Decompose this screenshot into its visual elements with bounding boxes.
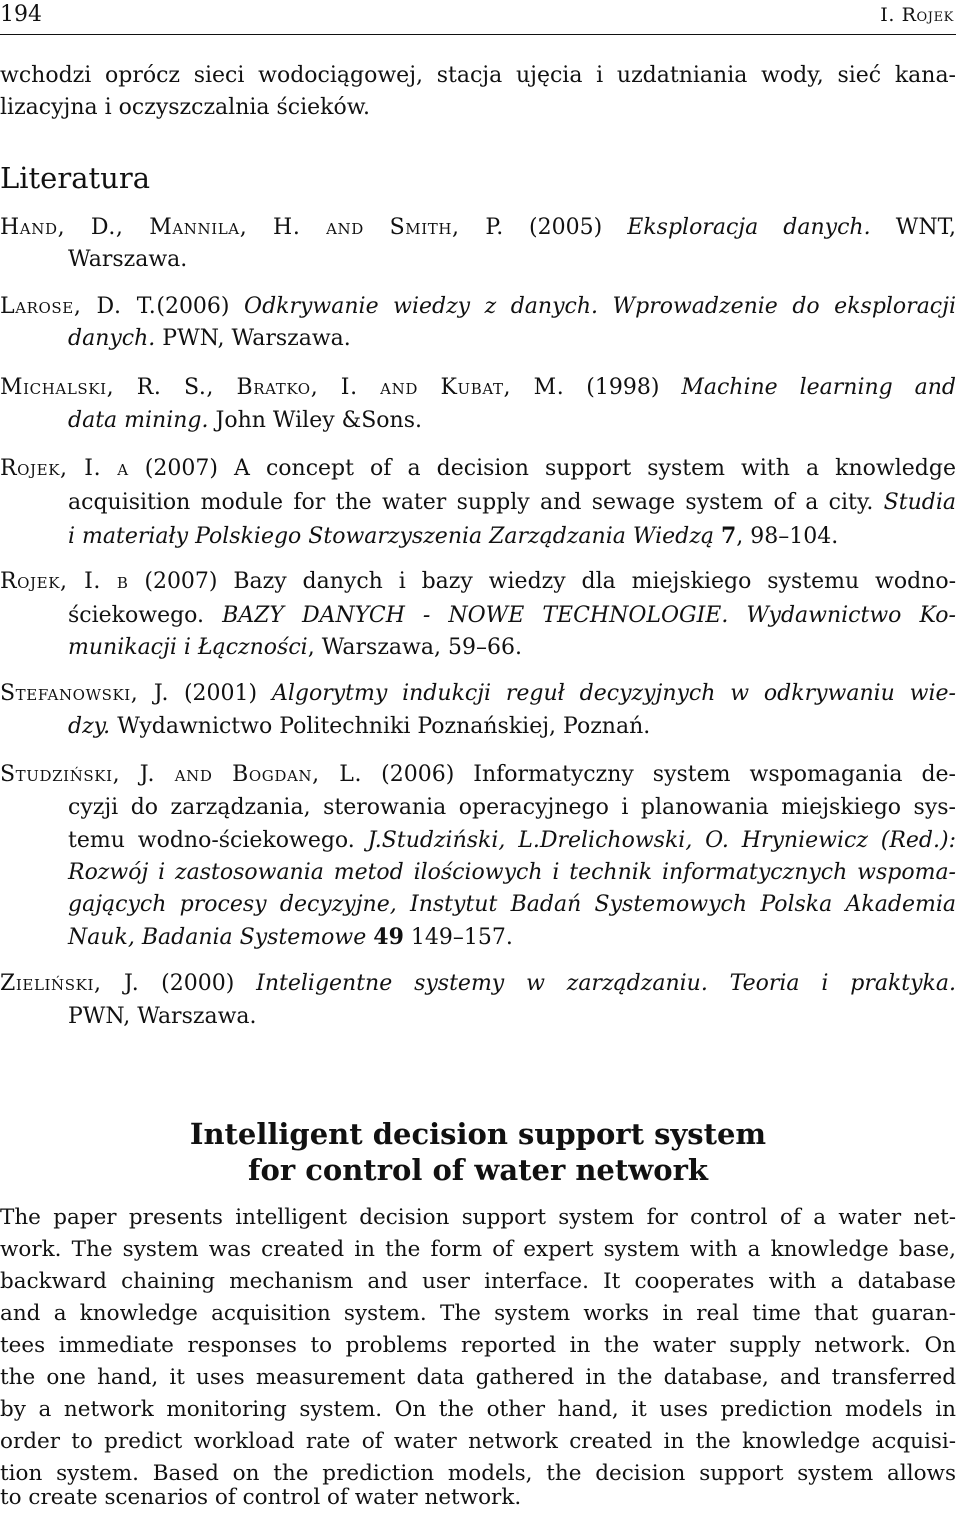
ref-editors: J.Studziński, L.Drelichowski, O. Hryniewicz (Red.):: [367, 828, 957, 853]
ref-year: (2001): [183, 681, 258, 706]
ref-title: Machine learning and: [681, 375, 957, 400]
ref-authors: Hand, D., Mannila, H. and Smith, P.: [0, 215, 504, 240]
abstract-line: and a knowledge acquisition system. The system works in real time that guaran-: [0, 1301, 956, 1326]
ref-journal: i materiały Polskiego Stowarzyszenia Zarządzania Wiedzą: [68, 524, 714, 549]
ref-series: BAZY DANYCH - NOWE TECHNOLOGIE.: [222, 603, 729, 628]
ref-rojek-b: [0, 566, 956, 598]
ref-stefanowski-cont: [68, 711, 956, 743]
ref-publisher: munikacji i Łączności: [68, 635, 308, 660]
ref-studzinski-cont-4: gających procesy decyzyjne, Instytut Badań Systemowych Polska Akademia: [68, 892, 956, 917]
ref-michalski-cont: [68, 405, 956, 437]
intro-line-2: lizacyjna i oczyszczalnia ścieków.: [0, 95, 370, 120]
ref-publisher: PWN, Warszawa.: [162, 326, 351, 351]
ref-author: Rojek, I.: [0, 456, 102, 481]
ref-author: Rojek, I.: [0, 569, 101, 594]
ref-rojek-a-cont-1: [68, 487, 956, 519]
ref-studzinski-cont-3: Rozwój i zastosowania metod ilościowych i technik informatycznych wspoma-: [68, 860, 956, 885]
running-head: I. Rojek: [880, 4, 954, 26]
ref-authors: Michalski, R. S., Bratko, I. and Kubat, M.: [0, 375, 565, 400]
ref-publisher: WNT,: [895, 215, 956, 240]
ref-michalski: [0, 372, 956, 404]
ref-volume: 7: [720, 523, 737, 549]
ref-studzinski: [0, 759, 956, 791]
ref-authors: Studziński, J. and Bogdan, L.: [0, 762, 363, 787]
ref-rest: , Warszawa, 59–66.: [307, 635, 522, 660]
abstract-line: to create scenarios of control of water network.: [0, 1485, 522, 1510]
abstract-line: backward chaining mechanism and user interface. It cooperates with a database: [0, 1269, 956, 1294]
ref-publisher: Wydawnictwo Ko-: [746, 603, 956, 628]
abstract-line: by a network monitoring system. On the other hand, it uses prediction models in: [0, 1397, 956, 1422]
ref-pages: 149–157.: [410, 925, 513, 950]
ref-zielinski: [0, 968, 956, 1000]
ref-publisher: Wydawnictwo Politechniki Poznańskiej, Poznań.: [117, 714, 651, 739]
ref-year: (2000): [161, 971, 235, 996]
ref-author: Stefanowski, J.: [0, 681, 170, 706]
ref-rojek-b-cont-2: [68, 632, 956, 664]
ref-title: data mining.: [68, 408, 209, 433]
ref-year: (1998): [586, 375, 660, 400]
ref-title: Eksploracja danych.: [627, 215, 871, 240]
ref-authors: Larose, D. T.: [0, 294, 157, 319]
abstract-line: tion system. Based on the prediction models, the decision support system allows: [0, 1461, 956, 1486]
ref-text: acquisition module for the water supply and sewage system of a city.: [68, 490, 874, 515]
ref-year: (2005): [529, 215, 603, 240]
ref-title: Algorytmy indukcji reguł decyzyjnych w odkrywaniu wie-: [271, 681, 956, 706]
ref-suffix: a: [117, 456, 129, 481]
ref-title: Inteligentne systemy w zarządzaniu. Teoria i praktyka.: [256, 971, 956, 996]
page-header: [0, 0, 956, 35]
ref-studzinski-cont-2: [68, 825, 956, 857]
ref-title: Odkrywanie wiedzy z danych. Wprowadzenie do eksploracji: [244, 294, 956, 319]
ref-larose-cont: [68, 323, 956, 355]
ref-suffix: b: [116, 569, 129, 594]
ref-text: (2007) Bazy danych i bazy wiedzy dla miejskiego systemu wodno-: [144, 569, 957, 594]
intro-line-1: wchodzi oprócz sieci wodociągowej, stacja ujęcia i uzdatniania wody, sieć kana-: [0, 63, 956, 88]
ref-text: ściekowego.: [68, 603, 205, 628]
ref-stefanowski: [0, 678, 956, 710]
ref-studzinski-cont-5: [68, 921, 956, 953]
ref-publisher: John Wiley &Sons.: [215, 408, 422, 433]
ref-studzinski-cont-1: cyzji do zarządzania, sterowania operacyjnego i planowania miejskiego sys-: [68, 795, 956, 820]
section-title: Literatura: [0, 161, 150, 195]
ref-title: danych.: [68, 326, 156, 351]
abstract-line: tees immediate responses to problems reported in the water supply network. On: [0, 1333, 956, 1358]
ref-larose: [0, 291, 956, 323]
ref-title: dzy.: [68, 714, 111, 739]
ref-volume: 49: [373, 924, 404, 950]
ref-pages: , 98–104.: [736, 524, 839, 549]
abstract-title-1: Intelligent decision support system: [189, 1117, 767, 1151]
ref-author: Zieliński, J.: [0, 971, 140, 996]
ref-journal: Studia: [883, 490, 956, 515]
ref-book: Nauk, Badania Systemowe: [68, 925, 367, 950]
ref-hand-cont: Warszawa.: [68, 247, 188, 272]
page-number: 194: [0, 2, 42, 27]
abstract-title-2: for control of water network: [248, 1153, 708, 1187]
ref-text: (2007) A concept of a decision support system with a knowledge: [144, 456, 956, 481]
ref-rojek-a-cont-2: [68, 520, 956, 552]
ref-text: temu wodno-ściekowego.: [68, 828, 355, 853]
abstract-line: work. The system was created in the form of expert system with a knowledge base,: [0, 1237, 956, 1262]
ref-year: (2006): [156, 294, 230, 319]
abstract-line: the one hand, it uses measurement data gathered in the database, and transferred: [0, 1365, 956, 1390]
ref-rojek-b-cont-1: [68, 600, 956, 632]
abstract-line: The paper presents intelligent decision support system for control of a water net-: [0, 1205, 956, 1230]
ref-zielinski-cont: PWN, Warszawa.: [68, 1004, 257, 1029]
ref-rojek-a: [0, 453, 956, 485]
ref-text: (2006) Informatyczny system wspomagania de-: [381, 762, 956, 787]
ref-hand: [0, 212, 956, 244]
abstract-line: order to predict workload rate of water network created in the knowledge acquisi-: [0, 1429, 956, 1454]
